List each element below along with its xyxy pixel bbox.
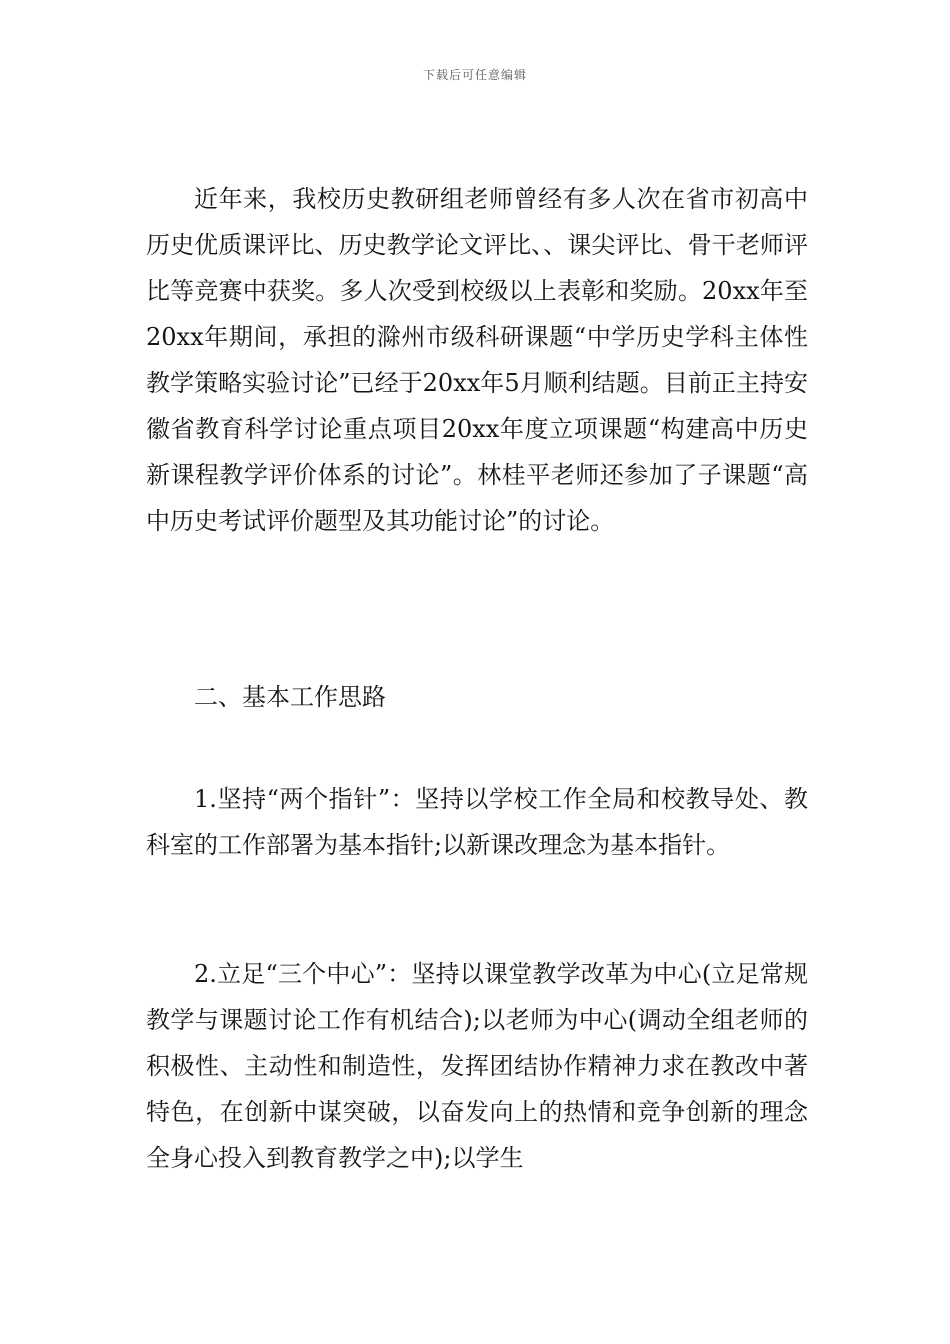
paragraph-two-guidelines: 1.坚持“两个指针”：坚持以学校工作全局和校教导处、教科室的工作部署为基本指针;以新课改理念为基本指针。: [146, 785, 808, 859]
section-heading-work-approach: 二、基本工作思路: [194, 683, 386, 711]
page-header-note: 下载后可任意编辑: [422, 68, 527, 82]
paragraph-research-achievements: 近年来，我校历史教研组老师曾经有多人次在省市初高中历史优质课评比、历史教学论文评比、、课尖评比、骨干老师评比等竞赛中获奖。多人次受到校级以上表彰和奖励。20xx年至20xx年期间，承担的滁州市级科研课题“中学历史学科主体性教学策略实验讨论”已经于20xx年5月顺利结题。目前正主持安徽省教育科学讨论重点项目20xx年度立项课题“构建高中历史新课程教学评价体系的讨论”。林桂平老师还参加了子课题“高中历史考试评价题型及其功能讨论”的讨论。: [146, 185, 808, 535]
paragraph-three-centers: 2.立足“三个中心”：坚持以课堂教学改革为中心(立足常规教学与课题讨论工作有机结合);以老师为中心(调动全组老师的积极性、主动性和制造性，发挥团结协作精神力求在教改中著特色，在创新中谋突破，以奋发向上的热情和竞争创新的理念全身心投入到教育教学之中);以学生: [146, 960, 808, 1172]
